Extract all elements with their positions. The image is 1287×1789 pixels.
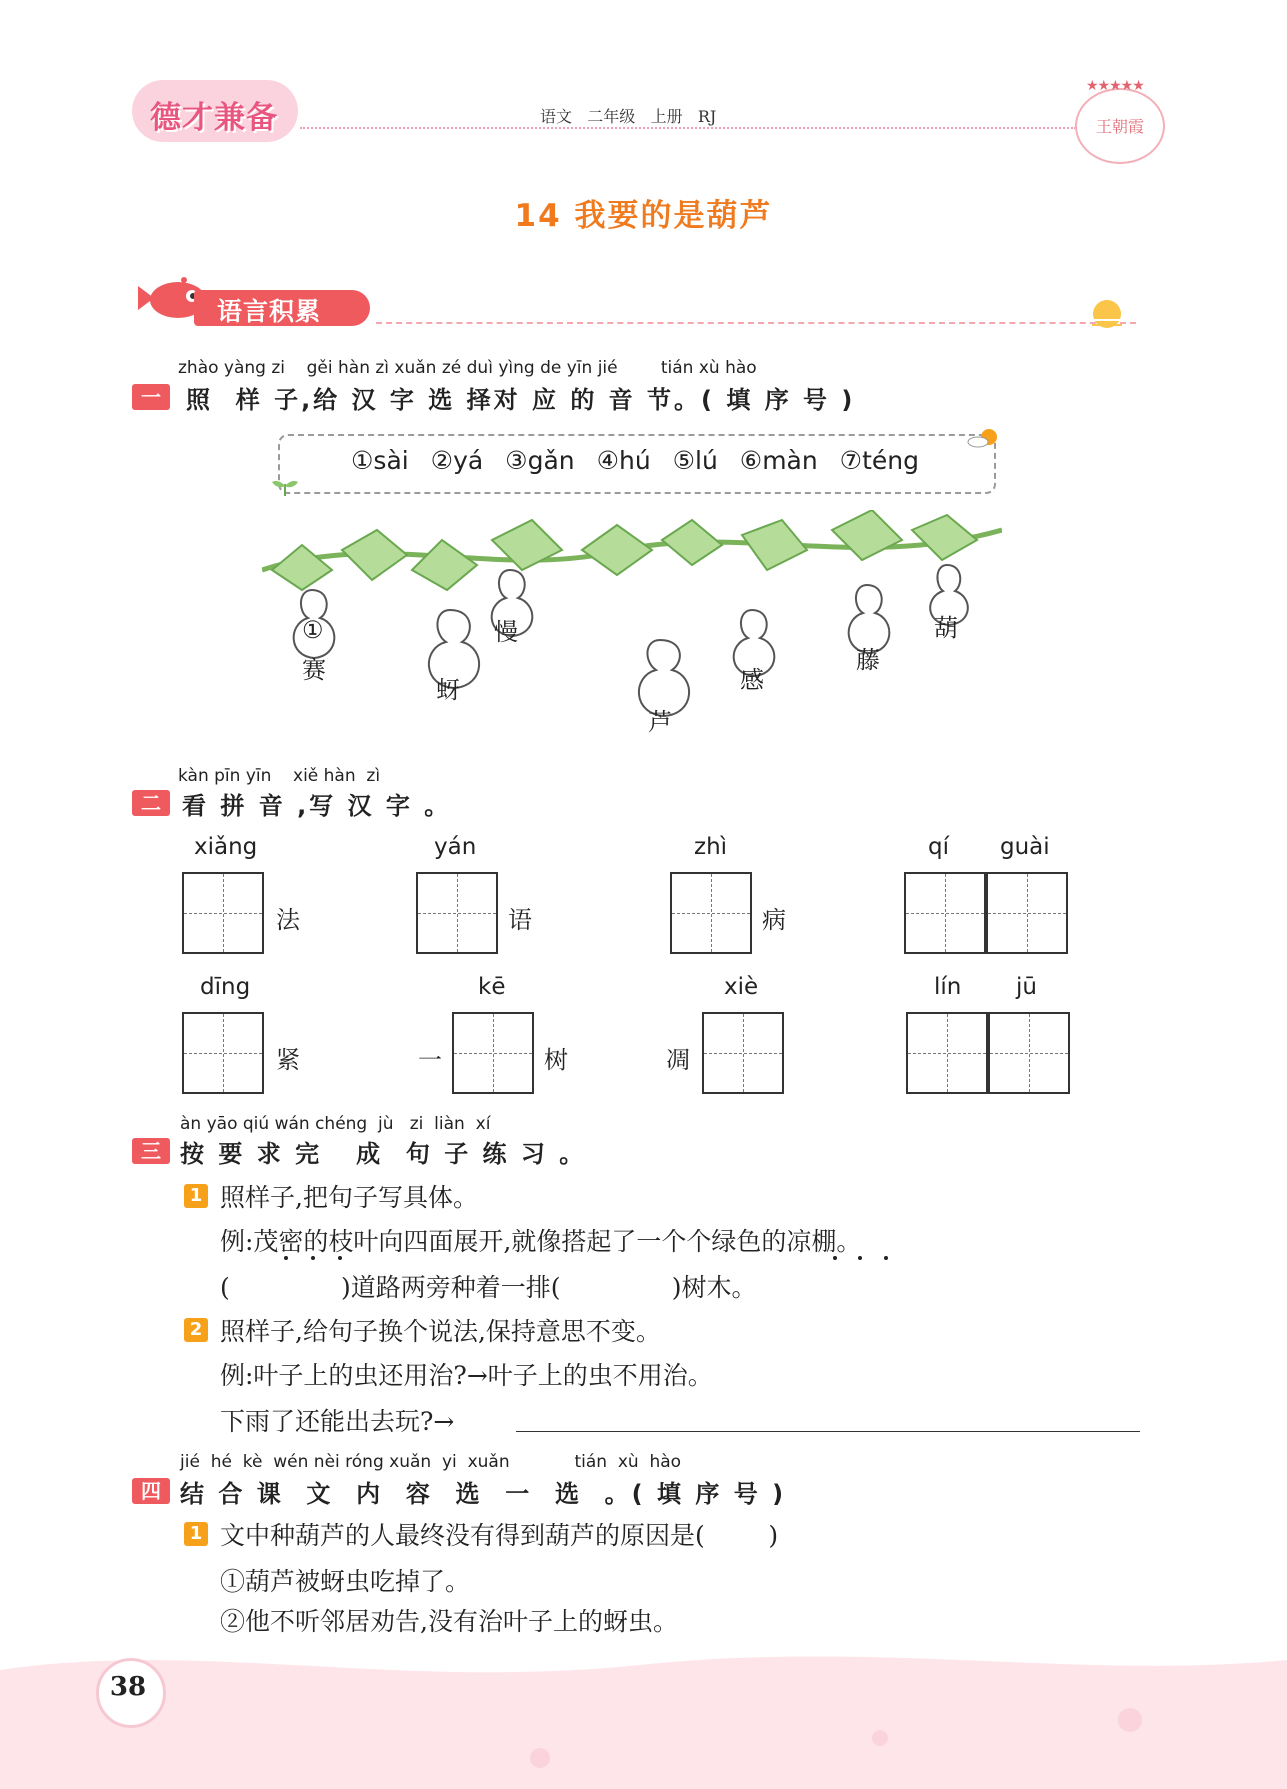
option-item: ②yá [430, 446, 484, 475]
grid-pinyin: xiǎng [194, 834, 258, 860]
emphasis-dot [338, 1256, 342, 1260]
q1-number-badge: 一 [132, 384, 170, 410]
gourd-char-hu: 葫 [934, 614, 958, 642]
seal-stars-icon: ★★★★★ [1086, 78, 1144, 94]
writing-grid[interactable] [182, 1012, 264, 1094]
gourd-char-ya: 蚜 [436, 676, 460, 704]
lesson-number: 14 [514, 198, 562, 234]
emphasis-dot [884, 1256, 888, 1260]
q4-option-2: ②他不听邻居劝告,没有治叶子上的蚜虫。 [220, 1607, 678, 1636]
writing-grid[interactable] [452, 1012, 534, 1094]
options-list [278, 446, 992, 475]
page-number: 38 [109, 1672, 147, 1702]
q3-sub2-badge: 2 [184, 1318, 208, 1342]
option-item: ⑥màn [739, 446, 818, 475]
writing-grid[interactable] [904, 872, 986, 954]
q1-instruction: 照 样 子,给 汉 字 选 择对 应 的 音 节。( 填 序 号 ) [186, 386, 856, 414]
grid-pinyin: kē [478, 974, 506, 1000]
q3-sub1-example: 例:茂密的枝叶向四面展开,就像搭起了一个个绿色的凉棚。 [220, 1227, 862, 1256]
book-info [540, 104, 716, 127]
gourd-char-lu: 芦 [648, 708, 672, 736]
q2-number-badge: 二 [132, 790, 170, 816]
writing-grid[interactable] [670, 872, 752, 954]
q4-sub1-question: 文中种葫芦的人最终没有得到葫芦的原因是( ) [220, 1521, 779, 1550]
grid-pinyin: dīng [200, 974, 251, 1000]
gourd-char-teng: 藤 [856, 646, 880, 674]
grid-suffix-char: 紧 [276, 1046, 300, 1074]
q3-sub1-badge: 1 [184, 1184, 208, 1208]
q3-number-badge: 三 [132, 1138, 170, 1164]
option-item: ③gǎn [505, 446, 575, 475]
q3-sub2-instruction: 照样子,给句子换个说法,保持意思不变。 [220, 1317, 661, 1346]
q3-instruction: 按 要 求 完 成 句 子 练 习 。 [180, 1140, 587, 1168]
grid-suffix-char: 树 [544, 1046, 568, 1074]
q3-pinyin: àn yāo qiú wán chéng jù zi liàn xí [180, 1114, 491, 1134]
lesson-name: 我要的是葫芦 [574, 198, 773, 234]
sprout-icon [270, 474, 300, 496]
grid-pinyin: guài [1000, 834, 1050, 860]
q4-option-1: ①葫芦被蚜虫吃掉了。 [220, 1567, 471, 1596]
q3-sub2-task: 下雨了还能出去玩?→ [220, 1407, 455, 1436]
q4-number-badge: 四 [132, 1478, 170, 1504]
emphasis-dot [311, 1256, 315, 1260]
option-item: ①sài [351, 446, 409, 475]
grid-pinyin: lín [934, 974, 962, 1000]
answer-line[interactable] [516, 1431, 1140, 1432]
brand-logo: 德才兼备 [150, 100, 278, 136]
q3-sub1-task: ( )道路两旁种着一排( )树木。 [220, 1273, 757, 1302]
writing-grid[interactable] [182, 872, 264, 954]
gourd-vine-illustration [262, 510, 1002, 750]
option-item: ⑤lú [672, 446, 718, 475]
grid-suffix-char: 病 [762, 906, 786, 934]
emphasis-dot [833, 1256, 837, 1260]
section-divider [376, 322, 1136, 324]
grid-pinyin: xiè [724, 974, 759, 1000]
gourd-char-gan: 感 [740, 666, 764, 694]
bottom-wave-decoration [0, 1640, 1287, 1789]
grid-suffix-char: 法 [276, 906, 300, 934]
gourd-char-sai: 赛 [302, 656, 326, 684]
grid-pinyin: jū [1016, 974, 1037, 1000]
q4-sub1-badge: 1 [184, 1522, 208, 1546]
grid-suffix-char: 语 [508, 906, 532, 934]
edition-label: RJ [697, 107, 717, 126]
gourd-answer: ① [302, 616, 324, 644]
emphasis-dot [858, 1256, 862, 1260]
writing-grid[interactable] [988, 1012, 1070, 1094]
seal-signature: 王朝霞 [1096, 117, 1145, 136]
q3-sub1-instruction: 照样子,把句子写具体。 [220, 1183, 478, 1212]
sunset-icon [1086, 290, 1128, 332]
q2-instruction: 看 拼 音 ,写 汉 字 。 [182, 792, 452, 820]
grid-prefix-char: 一 [418, 1046, 442, 1074]
grid-pinyin: zhì [694, 834, 728, 860]
writing-grid[interactable] [986, 872, 1068, 954]
q4-instruction: 结 合 课 文 内 容 选 一 选 。( 填 序 号 ) [180, 1480, 787, 1508]
option-item: ⑦téng [839, 446, 919, 475]
grid-pinyin: qí [928, 834, 949, 860]
grid-pinyin: yán [434, 834, 477, 860]
writing-grid[interactable] [416, 872, 498, 954]
option-item: ④hú [596, 446, 651, 475]
gourd-char-man: 慢 [494, 618, 518, 646]
sun-cloud-icon [966, 426, 1000, 450]
grade-label: 二年级 [587, 107, 636, 126]
q1-pinyin: zhào yàng zi gěi hàn zì xuǎn zé duì yìng de yīn jié tián xù hào [178, 358, 757, 378]
q4-pinyin: jié hé kè wén nèi róng xuǎn yi xuǎn tián xù hào [180, 1452, 682, 1472]
q3-sub2-example: 例:叶子上的虫还用治?→叶子上的虫不用治。 [220, 1361, 713, 1390]
subject-label: 语文 [540, 107, 573, 126]
emphasis-dot [284, 1256, 288, 1260]
q2-pinyin: kàn pīn yīn xiě hàn zì [178, 766, 381, 786]
writing-grid[interactable] [702, 1012, 784, 1094]
writing-grid[interactable] [906, 1012, 988, 1094]
section-title: 语言积累 [217, 297, 322, 326]
header-divider [300, 127, 1076, 129]
term-label: 上册 [650, 107, 683, 126]
grid-prefix-char: 凋 [666, 1046, 690, 1074]
lesson-title [0, 190, 1287, 235]
